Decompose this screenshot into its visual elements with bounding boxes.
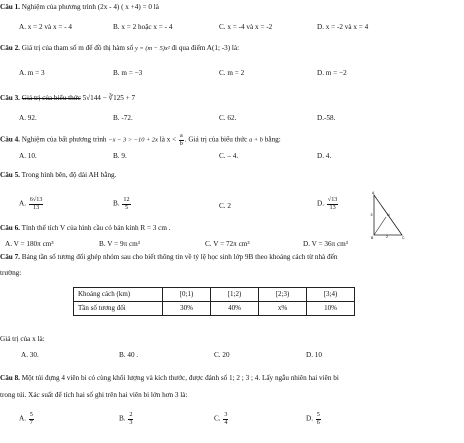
q3-option-a[interactable]: A. 92. <box>19 114 37 122</box>
question-8-text-line-2: trong túi. Xác suất để tích hai số ghi trên hai viên bi lớn hơn 3 là: <box>0 391 188 399</box>
question-7-label: Câu 7. <box>0 253 20 261</box>
question-2-text-post: đi qua điểm A(1; -3) là: <box>171 44 240 52</box>
q7-option-d[interactable]: D. 10 <box>306 351 322 359</box>
question-7-text-line-2: trường: <box>0 269 22 277</box>
table-cell: [0;1) <box>163 288 211 302</box>
q8-option-a[interactable]: A. $\frac{5}{7}$ <box>19 411 33 426</box>
question-2 <box>0 45 239 52</box>
question-3 <box>0 95 135 102</box>
altitude-ah <box>374 217 386 235</box>
q5-option-a[interactable]: A. $\frac{6√13}{13}$ <box>19 196 43 211</box>
q6-option-d[interactable]: D. V = 36π cm³ <box>303 240 348 248</box>
q2-option-a[interactable]: A. m = 3 <box>19 69 45 77</box>
question-7-text-line-1: Bảng tần số tương đối ghép nhóm sau cho biết thông tin về tỷ lệ học sinh lớp 9B theo khoảng cách từ nhà đến <box>21 253 338 261</box>
question-4 <box>0 133 281 147</box>
q6-option-c[interactable]: C. V = 72π cm³ <box>205 240 250 248</box>
q3-option-d[interactable]: D.-58. <box>317 114 336 122</box>
q7-option-b[interactable]: B. 40 . <box>119 351 139 359</box>
question-4-text-mid: là x < <box>159 135 177 144</box>
question-4-text-post: . Giá trị của biểu thức <box>184 135 248 144</box>
question-1-label: Câu 1. <box>0 3 20 11</box>
question-3-text-pre: Giá trị của biểu thức <box>21 94 81 102</box>
question-8-label: Câu 8. <box>0 374 20 382</box>
vertex-b-label: B <box>371 236 374 239</box>
table-cell: [2;3) <box>259 288 307 302</box>
table-cell: Tần số tương đối <box>74 302 163 316</box>
table-cell: 10% <box>307 302 355 316</box>
q1-option-a[interactable]: A. x = 2 và x = - 4 <box>19 23 73 31</box>
side-ab-length: 3 <box>370 213 373 217</box>
q4-option-a[interactable]: A. 10. <box>19 152 37 160</box>
question-6 <box>0 225 171 232</box>
table-cell: 40% <box>211 302 259 316</box>
q1-option-b[interactable]: B. x = 2 hoặc x = - 4 <box>113 23 173 31</box>
q6-option-a[interactable]: A. V = 180π cm³ <box>5 240 54 248</box>
q4-option-c[interactable]: C. – 4. <box>219 152 239 160</box>
table-cell: [3;4) <box>307 288 355 302</box>
question-4-label: Câu 4. <box>0 135 20 144</box>
question-1-text: Nghiệm của phương trình (2x - 4) ( x +4) = 0 là <box>21 3 159 11</box>
question-4-formula: −x − 3 > −10 + 2x <box>108 136 158 144</box>
question-5 <box>0 172 116 179</box>
question-4-fraction: $\frac{a}{b}$ <box>179 132 183 147</box>
question-4-formula-2: a + b <box>249 136 263 144</box>
q7-option-c[interactable]: C. 20 <box>214 351 230 359</box>
q5-option-c[interactable]: C. 2 <box>219 202 231 210</box>
q2-option-c[interactable]: C. m = 2 <box>219 69 245 77</box>
point-h-label: H <box>387 213 390 217</box>
frequency-table <box>73 287 355 316</box>
table-cell: Khoảng cách (km) <box>74 288 163 302</box>
question-2-formula: y = (m − 5)x² <box>134 45 170 52</box>
question-7-after: Giá trị của x là: <box>0 335 45 343</box>
q4-option-d[interactable]: D. 4. <box>317 152 332 160</box>
q5-option-b[interactable]: B. $\frac{12}{5}$ <box>113 196 130 211</box>
vertex-c-label: C <box>402 236 405 239</box>
question-3-formula: 5√144 − ∛125 + 7 <box>82 94 136 102</box>
q8-option-c[interactable]: C. $\frac{3}{4}$ <box>214 411 228 426</box>
q3-option-c[interactable]: C. 62. <box>219 114 237 122</box>
question-2-label: Câu 2. <box>0 44 20 52</box>
table-cell: x% <box>259 302 307 316</box>
question-2-text-pre: Giá trị của tham số m để đồ thị hàm số <box>21 44 134 52</box>
q5-option-d[interactable]: D. $\frac{√13}{13}$ <box>317 196 338 211</box>
table-cell: 30% <box>163 302 211 316</box>
q2-option-b[interactable]: B. m = −3 <box>113 69 143 77</box>
question-5-text: Trong hình bên, độ dài AH bằng. <box>21 171 117 179</box>
question-4-text-end: bằng: <box>264 135 281 144</box>
table-cell: [1;2) <box>211 288 259 302</box>
question-5-label: Câu 5. <box>0 171 20 179</box>
q7-option-a[interactable]: A. 30. <box>21 351 39 359</box>
q3-option-b[interactable]: B. -72. <box>113 114 133 122</box>
question-6-label: Câu 6. <box>0 224 20 232</box>
question-1 <box>0 4 159 11</box>
question-8 <box>0 375 339 382</box>
question-6-text: Tính thể tích V của hình cầu có bán kính R = 3 cm . <box>21 224 171 232</box>
side-bc-length: 2 <box>386 235 388 239</box>
q2-option-d[interactable]: D. m = −2 <box>317 69 347 77</box>
vertex-a-label: A <box>372 191 375 195</box>
q8-option-b[interactable]: B. $\frac{2}{3}$ <box>119 411 133 426</box>
table-row <box>74 288 355 302</box>
table-row <box>74 302 355 316</box>
q1-option-c[interactable]: C. x = -4 và x = -2 <box>219 23 273 31</box>
question-4-text-pre: Nghiệm của bất phương trình <box>21 135 107 144</box>
question-7 <box>0 254 337 261</box>
q1-option-d[interactable]: D. x = -2 và x = 4 <box>317 23 369 31</box>
question-8-text-line-1: Một túi đựng 4 viên bi có cùng khối lượng và kích thước, được đánh số 1; 2 ; 3 ; 4. Lấy ngẫu nhiên hai viên bi <box>21 374 339 382</box>
q8-option-d[interactable]: D. $\frac{5}{6}$ <box>306 411 320 426</box>
question-3-label: Câu 3. <box>0 94 20 102</box>
triangle-figure <box>370 191 406 239</box>
q4-option-b[interactable]: B. 9. <box>113 152 127 160</box>
q6-option-b[interactable]: B. V = 9π cm³ <box>99 240 140 248</box>
